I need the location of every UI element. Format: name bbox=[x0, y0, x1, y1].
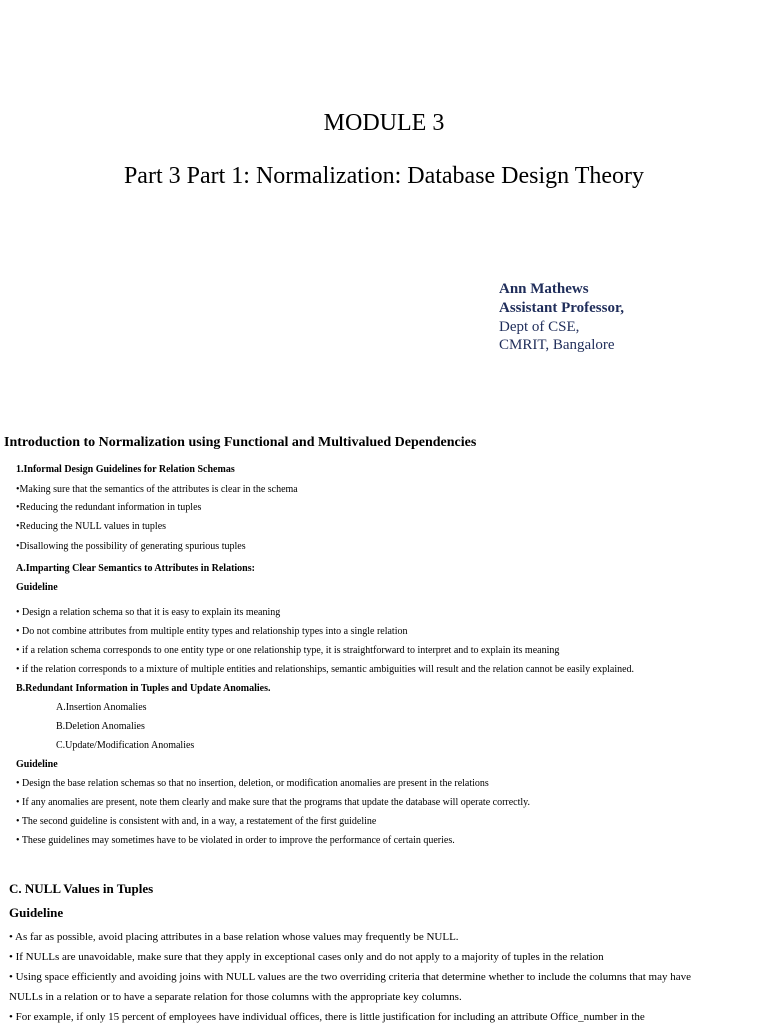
list-item: •Making sure that the semantics of the attributes is clear in the schema bbox=[16, 484, 298, 495]
list-item: • Do not combine attributes from multiple entity types and relationship types into a single relation bbox=[16, 626, 408, 637]
list-item: • Design a relation schema so that it is easy to explain its meaning bbox=[16, 607, 281, 618]
list-item: A.Insertion Anomalies bbox=[56, 702, 147, 713]
module-subtitle: Part 3 Part 1: Normalization: Database Design Theory bbox=[123, 163, 645, 189]
list-item: • If any anomalies are present, note them clearly and make sure that the programs that update the database will operate correctly. bbox=[16, 797, 531, 808]
paragraph-line: • As far as possible, avoid placing attributes in a base relation whose values may frequently be NULL. bbox=[9, 931, 459, 943]
paragraph-line: • If NULLs are unavoidable, make sure that they apply in exceptional cases only and do not apply to a majority of tuples in the relation bbox=[9, 951, 604, 963]
sectionB-heading: B.Redundant Information in Tuples and Update Anomalies. bbox=[16, 683, 271, 694]
author-dept: Dept of CSE, bbox=[499, 319, 580, 335]
author-position: Assistant Professor, bbox=[499, 300, 625, 316]
sectionA-guideline-label: Guideline bbox=[16, 582, 58, 593]
list-item: • if a relation schema corresponds to one entity type or one relationship type, it is straightforward to interpret and to explain its meaning bbox=[16, 645, 560, 656]
paragraph-line: NULLs in a relation or to have a separate relation for those columns with the appropriate key columns. bbox=[9, 991, 462, 1003]
sectionC-guideline-label: Guideline bbox=[9, 905, 64, 920]
paragraph-line: • For example, if only 15 percent of employees have individual offices, there is little justification for including an attribute Office_number in the bbox=[9, 1011, 645, 1023]
list-item: •Reducing the redundant information in tuples bbox=[16, 502, 202, 513]
list-item: • Design the base relation schemas so that no insertion, deletion, or modification anomalies are present in the relations bbox=[16, 778, 489, 789]
module-title: MODULE 3 bbox=[323, 110, 445, 136]
list-item: • These guidelines may sometimes have to be violated in order to improve the performance of certain queries. bbox=[16, 835, 455, 846]
list-item: C.Update/Modification Anomalies bbox=[56, 740, 195, 751]
list-item: •Disallowing the possibility of generating spurious tuples bbox=[16, 541, 246, 552]
list-item: • if the relation corresponds to a mixture of multiple entities and relationships, semantic ambiguities will result and the relation cannot be easily explained. bbox=[16, 664, 635, 675]
sectionA-heading: A.Imparting Clear Semantics to Attributes in Relations: bbox=[16, 563, 255, 574]
list-item: B.Deletion Anomalies bbox=[56, 721, 145, 732]
sectionB-guideline-label: Guideline bbox=[16, 759, 58, 770]
section1-heading: 1.Informal Design Guidelines for Relation Schemas bbox=[16, 464, 235, 475]
sectionC-heading: C. NULL Values in Tuples bbox=[9, 881, 154, 896]
list-item: •Reducing the NULL values in tuples bbox=[16, 521, 167, 532]
author-name: Ann Mathews bbox=[499, 281, 589, 297]
author-institution: CMRIT, Bangalore bbox=[499, 337, 615, 353]
paragraph-line: • Using space efficiently and avoiding joins with NULL values are the two overriding criteria that determine whether to include the columns that may have bbox=[9, 971, 691, 983]
list-item: • The second guideline is consistent with and, in a way, a restatement of the first guideline bbox=[16, 816, 377, 827]
intro-heading: Introduction to Normalization using Functional and Multivalued Dependencies bbox=[4, 435, 477, 450]
